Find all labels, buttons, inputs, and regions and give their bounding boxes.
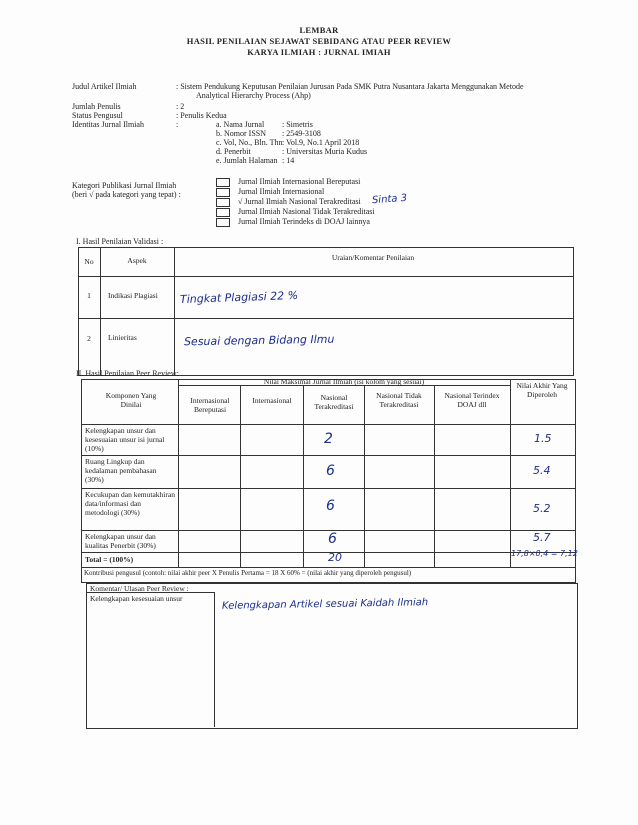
kontribusi-text: Kontribusi pengusul (contoh: nilai akhir peer X Penulis Pertama = 18 X 60% = (nilai akhir yang diperoleh pengusul) [84,569,412,577]
header-line1: LEMBAR [299,25,339,35]
field-value: : Universitas Muria Kudus [282,147,368,156]
row-comment: Tingkat Plagiasi 22 % [179,288,299,307]
field-label: c. Vol, No., Bln. Thn [216,138,283,147]
total-label: Total = (100%) [85,555,134,564]
col-uraian-header: Uraian/Komentar Penilaian [331,253,415,262]
validasi-table [78,247,574,376]
kategori-option: √ Jurnal Ilmiah Nasional Terakreditasi [238,197,361,206]
kategori-checkbox[interactable] [216,178,230,187]
row-aspek: Indikasi Plagiasi [108,291,158,300]
komentar-label: Kelengkapan kesesuaian unsur [90,594,183,603]
max-value: 2 [324,431,333,447]
kategori-option: Jurnal Ilmiah Internasional [238,187,325,196]
kategori-label-1: Kategori Publikasi Jurnal Ilmiah [72,181,177,190]
komponen-cell: Kecukupan dan kemutakhiran data/informasi dan metodologi (30%) [85,490,175,517]
max-value: 6 [326,463,335,479]
row-aspek: Linieritas [108,333,137,342]
status-label: Status Pengusul [72,111,123,120]
field-value: : Simetris [282,120,313,129]
field-label: e. Jumlah Halaman [216,156,278,165]
akhir-value: 1.5 [534,432,552,445]
max-value: 6 [326,498,335,514]
handwritten-sinta-note: Sinta 3 [371,192,408,207]
col-internasional: Internasional [252,396,292,405]
field-label: a. Nama Jurnal [216,120,265,129]
section1-title: I. Hasil Penilaian Validasi : [76,237,164,246]
jumlah-label: Jumlah Penulis [72,102,121,111]
col-aspek-header: Aspek [127,256,147,265]
col-nasional-doaj: Nasional Terindex DOAJ dll [444,391,500,409]
kategori-checkbox[interactable] [216,188,230,197]
judul-label: Judul Artikel Ilmiah [72,82,137,91]
field-value: : Vol.9, No.1 April 2018 [282,138,360,147]
row-no: 1 [87,291,91,300]
group-header: Nilai Maksimal Jurnal Ilmiah (isi kolom yang sesuai) [263,377,425,386]
col-nasional-tidak: Nasional Tidak Terakreditasi [376,391,422,409]
identitas-colon: : [176,120,179,129]
kategori-option: Jurnal Ilmiah Nasional Tidak Terakreditasi [238,207,375,216]
kategori-option: Jurnal Ilmiah Internasional Bereputasi [238,177,361,186]
header-line3: KARYA ILMIAH : JURNAL IMIAH [247,47,391,57]
komponen-cell: Kelengkapan unsur dan kesesuaian unsur isi jurnal (10%) [85,426,165,453]
kategori-label-2: (beri √ pada kategori yang tepat) : [72,190,181,199]
kategori-checkbox[interactable] [216,218,230,227]
header-line2: HASIL PENILAIAN SEJAWAT SEBIDANG ATAU PEER REVIEW [186,36,452,46]
komponen-cell: Kelengkapan unsur dan kualitas Penerbit (30%) [85,532,156,550]
col-nilai-akhir: Nilai Akhir Yang Diperoleh [516,381,568,399]
max-value: 6 [328,531,337,547]
field-label: b. Nomor ISSN [216,129,267,138]
akhir-value: 5.4 [533,464,551,477]
judul-value-2: Analytical Hierarchy Process (Ahp) [196,91,311,100]
total-akhir: 17,8×0,4 = 7,12 [511,549,578,558]
section2-title: II. Hasil Penilaian Peer Review: [76,369,179,378]
komentar-value: Kelengkapan Artikel sesuai Kaidah Ilmiah [221,597,429,612]
komentar-title: Komentar/ Ulasan Peer Review : [90,584,189,593]
col-nasional-terakreditasi: Nasional Terakreditasi [314,393,354,411]
status-value: : Penulis Kedua [176,111,227,120]
akhir-value: 5.7 [533,531,551,544]
col-komponen-header: Komponen Yang Dinilai [105,391,157,409]
field-label: d. Penerbit [216,147,251,156]
judul-value-1: : Sistem Pendukung Keputusan Penilaian Jurusan Pada SMK Putra Nusantara Jakarta Menggunakan Metode [176,82,524,91]
col-intl-bereputasi: Internasional Bereputasi [190,396,230,414]
field-value: : 2549-3108 [282,129,321,138]
field-value: : 14 [282,156,295,165]
row-comment: Sesuai dengan Bidang Ilmu [183,332,335,349]
col-no-header: No [84,257,94,266]
jumlah-value: : 2 [176,102,185,111]
kategori-option: Jurnal Ilmiah Terindeks di DOAJ lainnya [238,217,370,226]
identitas-label: Identitas Jurnal Ilmiah [72,120,144,129]
total-max: 20 [328,551,342,564]
row-no: 2 [87,334,91,343]
akhir-value: 5.2 [533,502,551,515]
kategori-checkbox[interactable] [216,198,230,207]
kategori-checkbox[interactable] [216,208,230,217]
komponen-cell: Ruang Lingkup dan kedalaman pembahasan (30%) [85,457,157,484]
